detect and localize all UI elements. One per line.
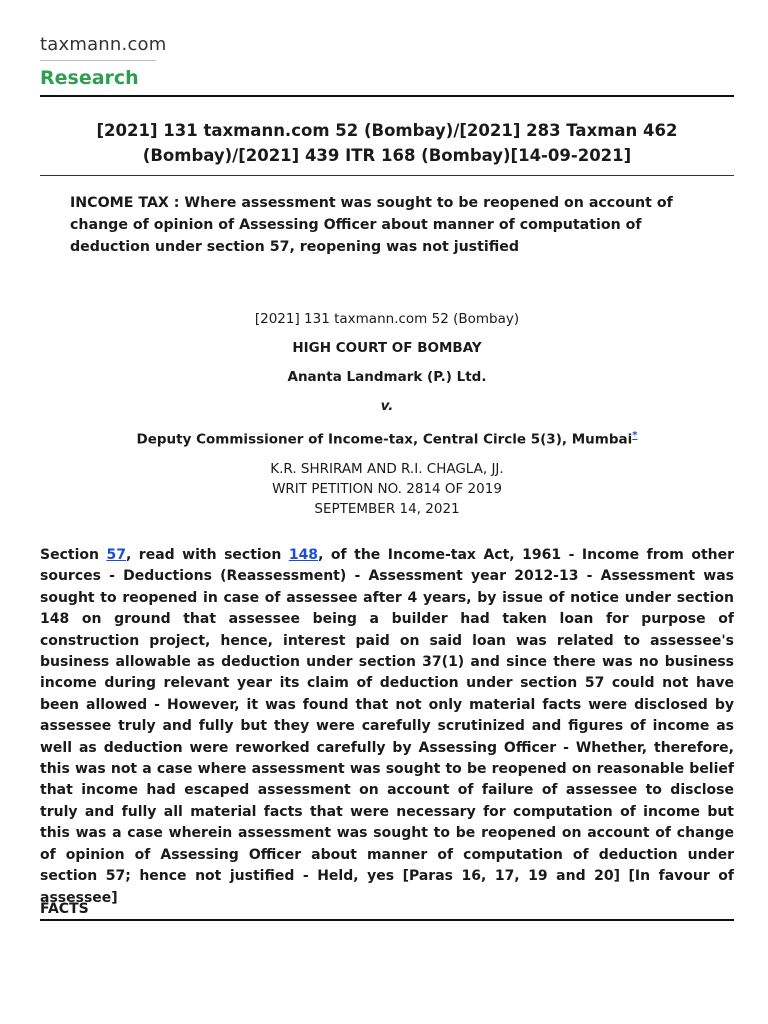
facts-divider [40, 919, 734, 921]
citation-heading: [2021] 131 taxmann.com 52 (Bombay)/[2021] 283 Taxman 462 (Bombay)/[2021] 439 ITR 168 (Bombay)[14-09-2021] [96, 121, 678, 165]
header-divider [40, 95, 734, 97]
petition-number: WRIT PETITION NO. 2814 OF 2019 [272, 480, 502, 497]
petitioner-name: Ananta Landmark (P.) Ltd. [287, 369, 487, 385]
case-details [40, 309, 734, 519]
section-148-link[interactable]: 148 [288, 547, 319, 563]
facts-heading: FACTS [40, 901, 89, 917]
respondent-line [40, 425, 734, 450]
taxmann-logo [40, 34, 167, 90]
logo-divider [40, 60, 156, 61]
logo-product-name: Research [40, 67, 139, 89]
respondent-name: Deputy Commissioner of Income-tax, Central Circle 5(3), Mumbai [136, 431, 633, 448]
case-citation: [2021] 131 taxmann.com 52 (Bombay) [254, 311, 520, 327]
summary-prefix: Section [40, 547, 107, 563]
summary-mid: , read with section [125, 547, 289, 563]
case-summary [40, 545, 734, 909]
versus-label: v. [380, 398, 394, 414]
section-57-link[interactable]: 57 [106, 547, 126, 563]
summary-text: , of the Income-tax Act, 1961 - Income from other sources - Deductions (Reassessment) - Assessment year 2012-13 - Assessment was sought to reopened in case of assessee after 4 years, by issue of notice under section 148 on ground that assessee being a builder had taken loan for purpose of construction project, hence, interest paid on said loan was related to assessee's business allowable as deduction under section 37(1) and since there was no business income during relevant year its claim of deduction under section 57 could not have been allowed - However, it was found that not only material facts were disclosed by assessee truly and fully but they were carefully scrutinized and figures of income as well as deduction were reworked carefully by Assessing Officer - Whether, therefore, this was not a case where assessment was sought to be reopened on reasonable belief that income had escaped assessment on account of failure of assessee to disclose truly and fully all material facts that were necessary for computation of income but this was a case wherein assessment was sought to be reopened on account of change of opinion of Assessing Officer about manner of computation of deduction under section 57; hence not justified - Held, yes [Paras 16, 17, 19 and 20] [In favour of assessee] [40, 547, 735, 906]
logo-site-name: taxmann.com [40, 34, 167, 55]
footnote-link[interactable]: * [632, 430, 638, 441]
court-name: HIGH COURT OF BOMBAY [292, 340, 482, 356]
citation-divider [40, 175, 734, 176]
headnote: INCOME TAX : Where assessment was sought to be reopened on account of change of opinion of Assessing Officer about manner of computation of deduction under section 57, reopening was not justified [70, 195, 673, 255]
judges: K.R. SHRIRAM AND R.I. CHAGLA, JJ. [270, 460, 504, 477]
judgment-date: SEPTEMBER 14, 2021 [314, 500, 460, 517]
